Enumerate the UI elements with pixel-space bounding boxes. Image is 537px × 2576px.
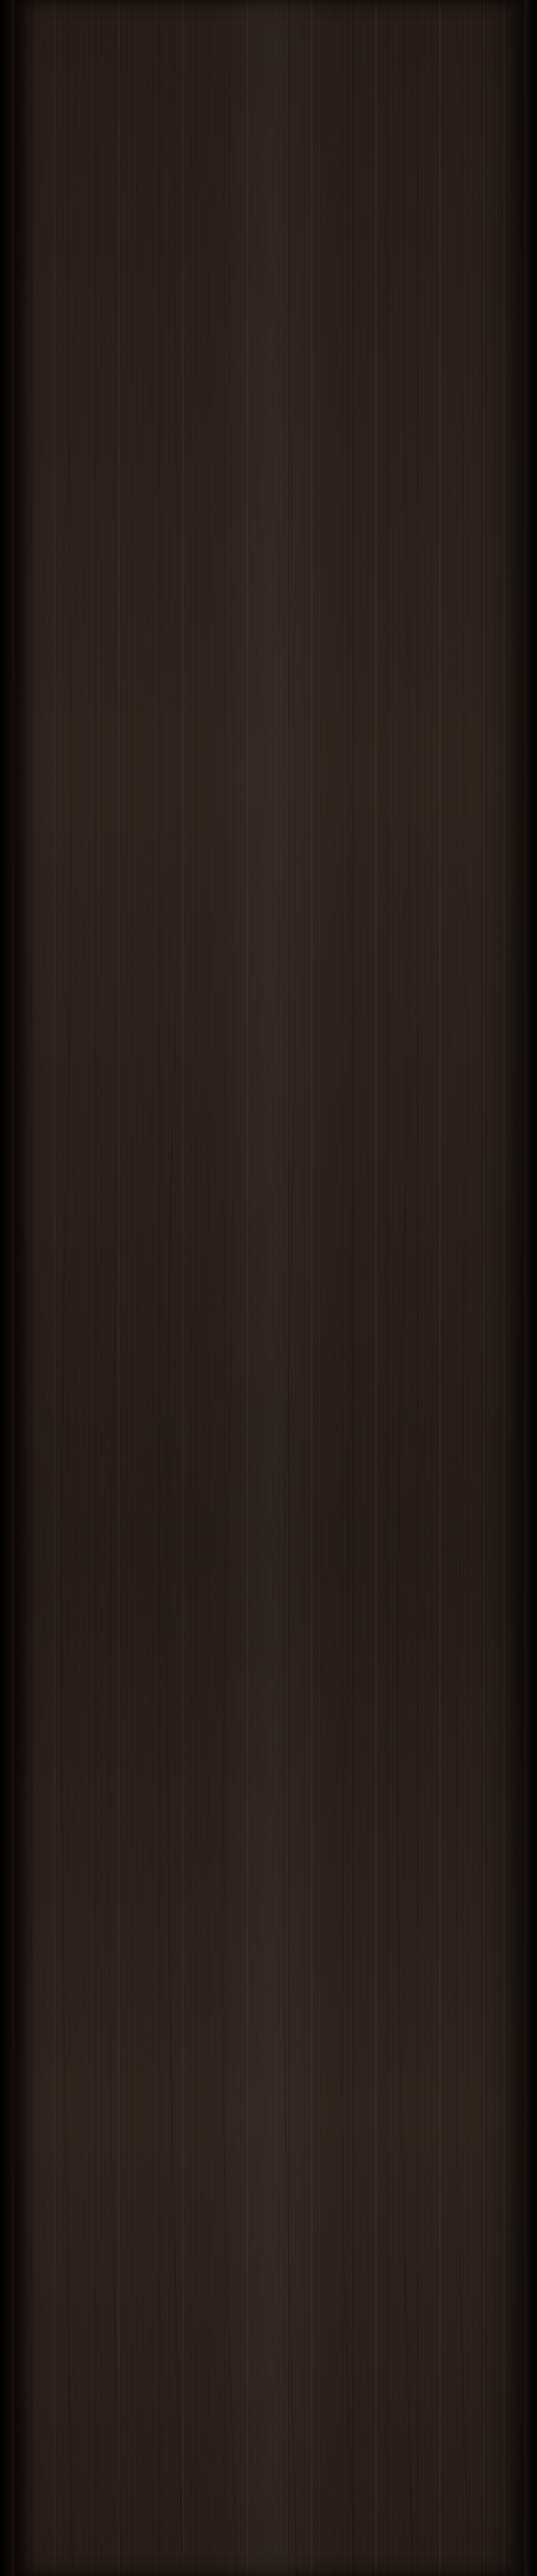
left-dark-edge (0, 0, 14, 2576)
right-dark-edge (524, 0, 537, 2576)
wood-panel (14, 0, 524, 2576)
